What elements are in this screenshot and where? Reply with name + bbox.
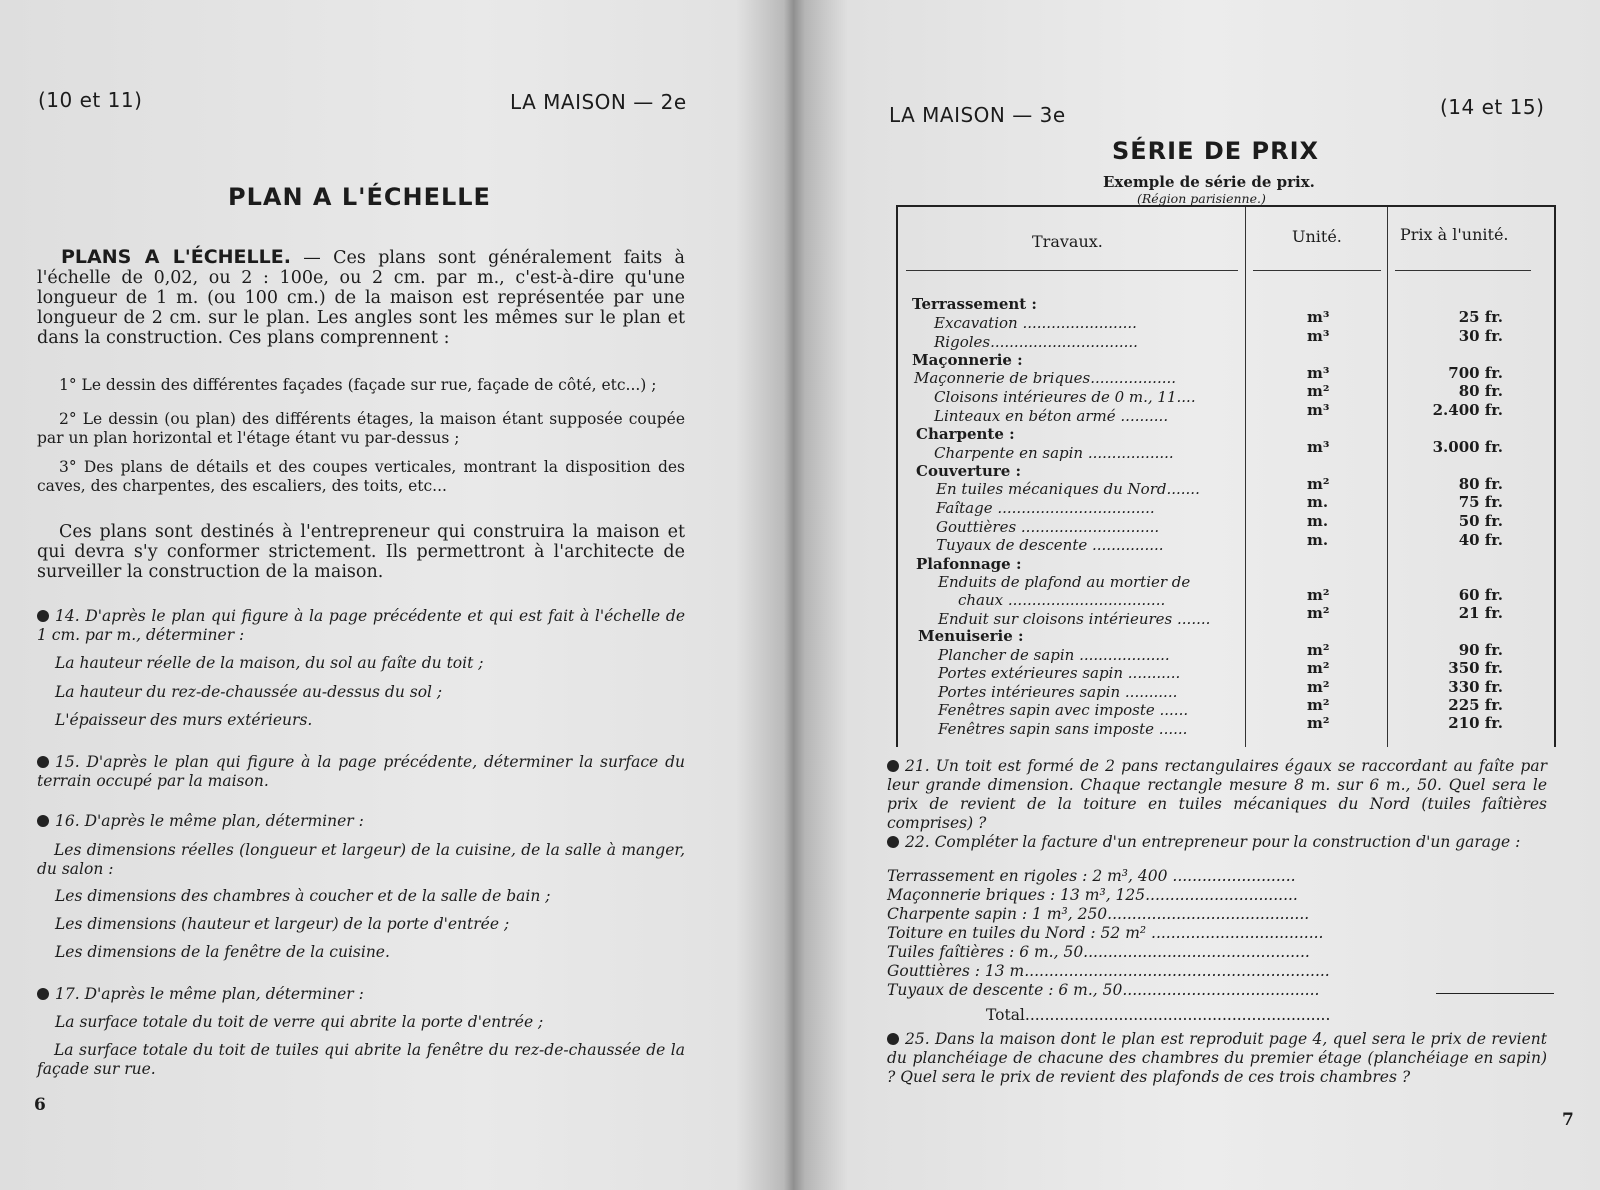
price-cell: 2.400 fr. [1432, 401, 1503, 419]
unit-cell: m² [1307, 714, 1330, 732]
item-label: Fenêtres sapin avec imposte ...... [938, 701, 1189, 719]
intro-text: — Ces plans sont généralement faits à l'échelle de 0,02, ou 2 : 100e, ou 2 cm. par m., c'est-à-dire qu'une longueur de 1 m. (ou 100 cm.) de la maison est représentée par une longueur de 2 cm. sur le plan. Les angles sont les mêmes sur le plan et dans la construction. Ces plans comprennent : [37, 248, 685, 348]
list-item-3: 3° Des plans de détails et des coupes verticales, montrant la disposition des caves, des charpentes, des escaliers, des toits, etc... [37, 458, 685, 495]
page-title: PLAN A L'ÉCHELLE [228, 183, 491, 211]
list-item-2: 2° Le dessin (ou plan) des différents étages, la maison étant supposée coupée par un plan horizontal et l'étage étant vu par-dessus ; [37, 410, 685, 447]
price-cell: 700 fr. [1448, 364, 1503, 382]
item-label: Maçonnerie de briques.................. [914, 369, 1177, 387]
price-cell: 21 fr. [1458, 604, 1503, 622]
header-rule [1395, 270, 1531, 271]
unit-cell: m³ [1307, 438, 1330, 456]
bullet-icon [37, 815, 49, 827]
item-label: Cloisons intérieures de 0 m., 11.... [934, 388, 1196, 406]
invoice-line: Gouttières : 13 m.............................................................. [887, 962, 1330, 980]
header-rule [906, 270, 1238, 271]
running-head-left: (10 et 11) [38, 88, 143, 112]
closing-paragraph: Ces plans sont destinés à l'entrepreneur qui construira la maison et qui devra s'y conformer strictement. Ils permettront à l'architecte de surveiller la construction de la maison. [37, 522, 685, 582]
q16-item-2: Les dimensions des chambres à coucher et de la salle de bain ; [55, 887, 551, 905]
q16-item-1: Les dimensions réelles (longueur et largeur) de la cuisine, de la salle à manger, du salon : [37, 841, 685, 878]
price-cell: 30 fr. [1458, 327, 1503, 345]
item-label: Gouttières ............................. [936, 518, 1160, 536]
question-16: 16. D'après le même plan, déterminer : [37, 812, 685, 831]
price-cell: 80 fr. [1458, 382, 1503, 400]
item-label: Tuyaux de descente ............... [936, 536, 1164, 554]
price-table [896, 205, 1556, 747]
q14-item-3: L'épaisseur des murs extérieurs. [55, 711, 313, 729]
column-divider [1245, 207, 1246, 747]
item-label: Charpente en sapin .................. [934, 444, 1174, 462]
unit-cell: m² [1307, 604, 1330, 622]
running-head-right: LA MAISON — 2e [510, 90, 687, 114]
price-cell: 80 fr. [1458, 475, 1503, 493]
bullet-icon [887, 1033, 899, 1045]
category-label: Terrassement : [912, 295, 1037, 313]
total-rule [1436, 993, 1554, 994]
left-page [0, 0, 790, 1190]
invoice-line: Tuiles faîtières : 6 m., 50.............................................. [887, 943, 1310, 961]
invoice-total: Total.............................................................. [986, 1006, 1331, 1024]
intro-paragraph [37, 247, 685, 348]
header-unite: Unité. [1292, 227, 1342, 246]
bullet-icon [37, 988, 49, 1000]
item-label: Rigoles............................... [934, 333, 1138, 351]
unit-cell: m² [1307, 586, 1330, 604]
running-head-left: LA MAISON — 3e [889, 103, 1066, 127]
price-cell: 25 fr. [1458, 308, 1503, 326]
unit-cell: m² [1307, 678, 1330, 696]
unit-cell: m. [1307, 493, 1329, 511]
unit-cell: m³ [1307, 308, 1330, 326]
unit-cell: m² [1307, 659, 1330, 677]
subtitle: Exemple de série de prix. [1103, 173, 1315, 191]
price-cell: 350 fr. [1448, 659, 1503, 677]
invoice-line: Terrassement en rigoles : 2 m³, 400 ......................... [887, 867, 1296, 885]
item-label: Fenêtres sapin sans imposte ...... [938, 720, 1188, 738]
question-15: 15. D'après le plan qui figure à la page précédente, déterminer la surface du terrain occupé par la maison. [37, 753, 685, 790]
q17-item-2: La surface totale du toit de tuiles qui abrite la fenêtre du rez-de-chaussée de la façade sur rue. [37, 1041, 685, 1078]
q14-item-1: La hauteur réelle de la maison, du sol au faîte du toit ; [55, 654, 484, 672]
unit-cell: m³ [1307, 364, 1330, 382]
item-label: Enduits de plafond au mortier de [938, 573, 1191, 591]
unit-cell: m² [1307, 641, 1330, 659]
price-cell: 330 fr. [1448, 678, 1503, 696]
right-page [800, 0, 1600, 1190]
category-label: Menuiserie : [918, 627, 1024, 645]
page-number: 7 [1562, 1110, 1574, 1130]
item-label: Excavation ........................ [934, 314, 1137, 332]
running-head-right: (14 et 15) [1440, 95, 1545, 119]
price-cell: 60 fr. [1458, 586, 1503, 604]
category-label: Maçonnerie : [912, 351, 1023, 369]
question-17: 17. D'après le même plan, déterminer : [37, 985, 685, 1004]
page-title: SÉRIE DE PRIX [1112, 137, 1320, 165]
item-label: Portes intérieures sapin ........... [938, 683, 1178, 701]
page-number: 6 [34, 1095, 46, 1115]
item-label: En tuiles mécaniques du Nord....... [936, 480, 1200, 498]
bullet-icon [37, 610, 49, 622]
item-label: Linteaux en béton armé .......... [934, 407, 1169, 425]
question-25: 25. Dans la maison dont le plan est reproduit page 4, quel sera le prix de revient du planchéiage de chacune des chambres du premier étage (planchéiage en sapin) ? Quel sera le prix de revient des plafonds de ces trois chambres ? [887, 1030, 1547, 1086]
header-prix: Prix à l'unité. [1400, 225, 1509, 244]
list-item-1: 1° Le dessin des différentes façades (façade sur rue, façade de côté, etc...) ; [59, 376, 657, 394]
invoice-line: Maçonnerie briques : 13 m³, 125............................... [887, 886, 1298, 904]
price-cell: 3.000 fr. [1432, 438, 1503, 456]
unit-cell: m. [1307, 512, 1329, 530]
category-label: Couverture : [916, 462, 1022, 480]
intro-lead: PLANS A L'ÉCHELLE. [61, 246, 291, 268]
q14-item-2: La hauteur du rez-de-chaussée au-dessus du sol ; [55, 683, 443, 701]
question-21: 21. Un toit est formé de 2 pans rectangulaires égaux se raccordant au faîte par leur grande dimension. Chaque rectangle mesure 8 m. sur 6 m., 50. Quel sera le prix de revient de la toiture en tuiles mécaniques du Nord (tuiles faîtières comprises) ? [887, 757, 1547, 832]
price-cell: 225 fr. [1448, 696, 1503, 714]
unit-cell: m³ [1307, 327, 1330, 345]
item-label: Enduit sur cloisons intérieures ....... [938, 610, 1211, 628]
unit-cell: m² [1307, 475, 1330, 493]
q16-item-4: Les dimensions de la fenêtre de la cuisine. [55, 943, 390, 961]
header-travaux: Travaux. [1032, 232, 1103, 251]
item-label: chaux ................................. [958, 591, 1166, 609]
item-label: Portes extérieures sapin ........... [938, 664, 1181, 682]
bullet-icon [887, 836, 899, 848]
unit-cell: m. [1307, 531, 1329, 549]
item-label: Plancher de sapin ................... [938, 646, 1170, 664]
unit-cell: m³ [1307, 401, 1330, 419]
price-cell: 90 fr. [1458, 641, 1503, 659]
header-rule [1253, 270, 1381, 271]
q16-item-3: Les dimensions (hauteur et largeur) de la porte d'entrée ; [55, 915, 510, 933]
item-label: Faîtage ................................. [936, 499, 1155, 517]
unit-cell: m² [1307, 696, 1330, 714]
price-cell: 75 fr. [1458, 493, 1503, 511]
price-cell: 50 fr. [1458, 512, 1503, 530]
price-cell: 40 fr. [1458, 531, 1503, 549]
category-label: Plafonnage : [916, 555, 1022, 573]
bullet-icon [887, 760, 899, 772]
unit-cell: m² [1307, 382, 1330, 400]
column-divider [1387, 207, 1388, 747]
invoice-line: Tuyaux de descente : 6 m., 50........................................ [887, 981, 1320, 999]
invoice-line: Toiture en tuiles du Nord : 52 m² ................................... [887, 924, 1324, 942]
bullet-icon [37, 756, 49, 768]
category-label: Charpente : [916, 425, 1015, 443]
question-22: 22. Compléter la facture d'un entrepreneur pour la construction d'un garage : [887, 833, 1547, 852]
question-14: 14. D'après le plan qui figure à la page précédente et qui est fait à l'échelle de 1 cm. par m., déterminer : [37, 607, 685, 644]
invoice-line: Charpente sapin : 1 m³, 250......................................... [887, 905, 1310, 923]
region-note: (Région parisienne.) [1137, 191, 1266, 206]
q17-item-1: La surface totale du toit de verre qui abrite la porte d'entrée ; [55, 1013, 544, 1031]
price-cell: 210 fr. [1448, 714, 1503, 732]
